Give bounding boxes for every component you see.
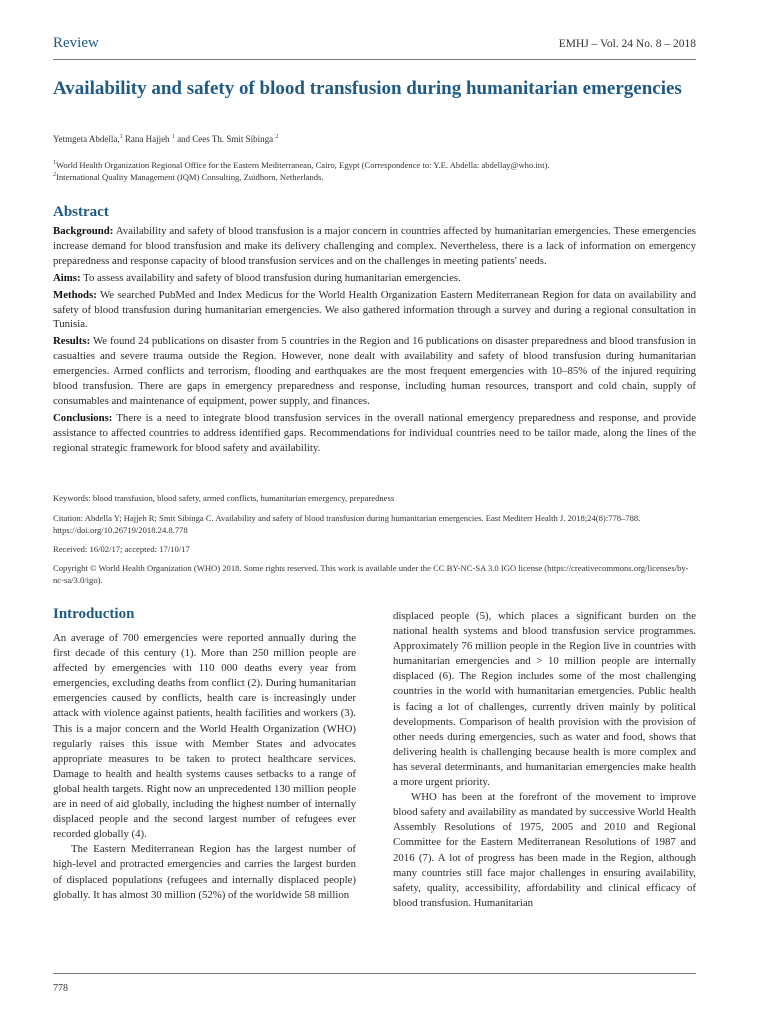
abstract-text: We searched PubMed and Index Medicus for the World Health Organization Eastern Mediterranean Region for data on availability and safety of blood transfusion during humanitarian emergencies. We also gathered information through a survey and during a regional consultation in Tunisia. [53, 288, 696, 331]
body-paragraph: An average of 700 emergencies were reported annually during the first decade of this century (1). More than 250 million people are affected by emergencies with 110 000 deaths every year from emergencies, excluding deaths from conflict (2). During humanitarian emergencies caused by conflicts, health care is increasingly under attack with violence against patients, health facilities and workers (3). This is a major concern and the World Health Organization (WHO) regularly raises this issue with Member States and advocates appropriate measures to be taken to protect healthcare services. Damage to health and health systems causes setbacks to a range of global health targets. Right now an unprecedented 130 million people are in need of aid globally, including the highest number of internally displaced people and the second largest number of refugees ever recorded globally (4). [53, 632, 356, 841]
affiliation-mark: 2 [53, 172, 56, 179]
affiliation [53, 160, 550, 170]
affiliation-text: World Health Organization Regional Office for the Eastern Mediterranean, Cairo, Egypt (Correspondence to: Y.E. Abdella: abdellay@who.int). [56, 160, 550, 170]
body-column-right [393, 609, 696, 911]
abstract-heading: Abstract [53, 204, 109, 220]
page-number: 778 [53, 983, 68, 994]
author-name: Yetmgeta Abdella, [53, 134, 120, 144]
received-date: Received: 16/02/17; accepted: 17/10/17 [53, 544, 190, 554]
section-label: Review [53, 35, 99, 51]
author-list [53, 134, 278, 144]
abstract-label: Background: [53, 225, 114, 237]
author-affiliation-mark: 1 [119, 134, 123, 140]
abstract-results [53, 334, 696, 409]
citation: Citation: Abdella Y; Hajjeh R; Smit Sibinga C. Availability and safety of blood transfusion during humanitarian emergencies. East Mediterr Health J. 2018;24(8):778–788. https://doi.org/10.26719/2018.24.8.778 [53, 513, 641, 535]
header-rule [53, 59, 696, 60]
abstract-body [53, 224, 696, 458]
abstract-text: We found 24 publications on disaster from 5 countries in the Region and 16 publications on disaster preparedness and blood transfusion in casualties and severe trauma outside the Region. However, none dealt with availability and safety of blood transfusion during humanitarian emergencies. Armed conflicts and terrorism, flooding and earthquakes are the most frequent emergencies with 10–85% of the injured requiring blood transfusion. There are gaps in emergency preparedness and response, including human resources, transport and cold chain, supply of consumables and maintenance of equipment, power supply, and finances. [53, 335, 696, 407]
introduction-heading: Introduction [53, 606, 135, 622]
copyright-notice: Copyright © World Health Organization (WHO) 2018. Some rights reserved. This work is available under the CC BY-NC-SA 3.0 IGO license (https://creativecommons.org/licenses/by-nc-sa/3.0/igo). [53, 563, 689, 585]
abstract-text: Availability and safety of blood transfusion is a major concern in countries affected by humanitarian emergencies. These emergencies increase demand for blood transfusion and make its delivery challenging and complex. Nevertheless, there is a lack of information on emergency preparedness and response capacity of blood transfusion services and on the challenges in meeting patients' needs. [53, 225, 696, 267]
abstract-text: There is a need to integrate blood transfusion services in the overall national emergency preparedness and response, and provide assistance to affected countries to address identified gaps. Recommendations for individual countries need to be tailor made, along the lines of the regional strategic framework for blood safety and availability. [53, 411, 696, 454]
author-name: Rana Hajjeh [122, 134, 172, 144]
abstract-aims [53, 271, 696, 286]
body-paragraph: The Eastern Mediterranean Region has the largest number of high-level and protracted emergencies and carries the largest burden of displaced populations (refugees and internally displaced people) globally. It has almost 30 million (52%) of the worldwide 58 million [53, 843, 356, 901]
abstract-label: Conclusions: [53, 411, 113, 424]
footer-rule [53, 973, 696, 974]
abstract-label: Methods: [53, 288, 97, 301]
affiliation-text: International Quality Management (IQM) Consulting, Zuidhorn, Netherlands. [56, 172, 324, 182]
running-header [53, 35, 696, 57]
abstract-background [53, 224, 696, 269]
author-affiliation-mark: 2 [275, 134, 279, 140]
author-name: and Cees Th. Smit Sibinga [174, 134, 276, 144]
keywords: Keywords: blood transfusion, blood safety, armed conflicts, humanitarian emergency, preparedness [53, 493, 395, 503]
affiliation-mark: 1 [53, 160, 56, 167]
body-column-left [53, 631, 356, 903]
abstract-text: To assess availability and safety of blood transfusion during humanitarian emergencies. [80, 271, 461, 284]
journal-info: EMHJ – Vol. 24 No. 8 – 2018 [558, 38, 696, 50]
affiliation [53, 172, 324, 182]
abstract-methods [53, 288, 696, 333]
abstract-label: Results: [53, 335, 91, 348]
abstract-conclusions [53, 411, 696, 456]
author-affiliation-mark: 1 [171, 134, 175, 140]
article-title: Availability and safety of blood transfusion during humanitarian emergencies [53, 78, 682, 99]
body-paragraph: WHO has been at the forefront of the movement to improve blood safety and availability as mandated by successive World Health Assembly Resolutions of 1975, 2005 and 2010 and Regional Committee for the Eastern Mediterranean Resolutions of 1987 and 2016 (7). A lot of progress has been made in the Region, although many countries still face major challenges in ensuring availability, safety, quality, accessibility, affordability and clinical efficacy of blood transfusion. Humanitarian [393, 791, 696, 909]
body-paragraph: displaced people (5), which places a significant burden on the national health systems and blood transfusion service programmes. Approximately 76 million people in the Region live in countries with humanitarian emergencies and > 10 million people are internally displaced (6). The Region includes some of the most challenging countries in the world with humanitarian emergencies. Public health is facing a lot of challenges, currently driven mainly by political developments. Comparison of health provision with the provision of other needs during emergencies, such as water and food, shows that delivering health is challenging because health is more complex and has several determinants, and humanitarian emergencies make health a more urgent priority. [393, 610, 696, 789]
abstract-label: Aims: [53, 271, 81, 284]
